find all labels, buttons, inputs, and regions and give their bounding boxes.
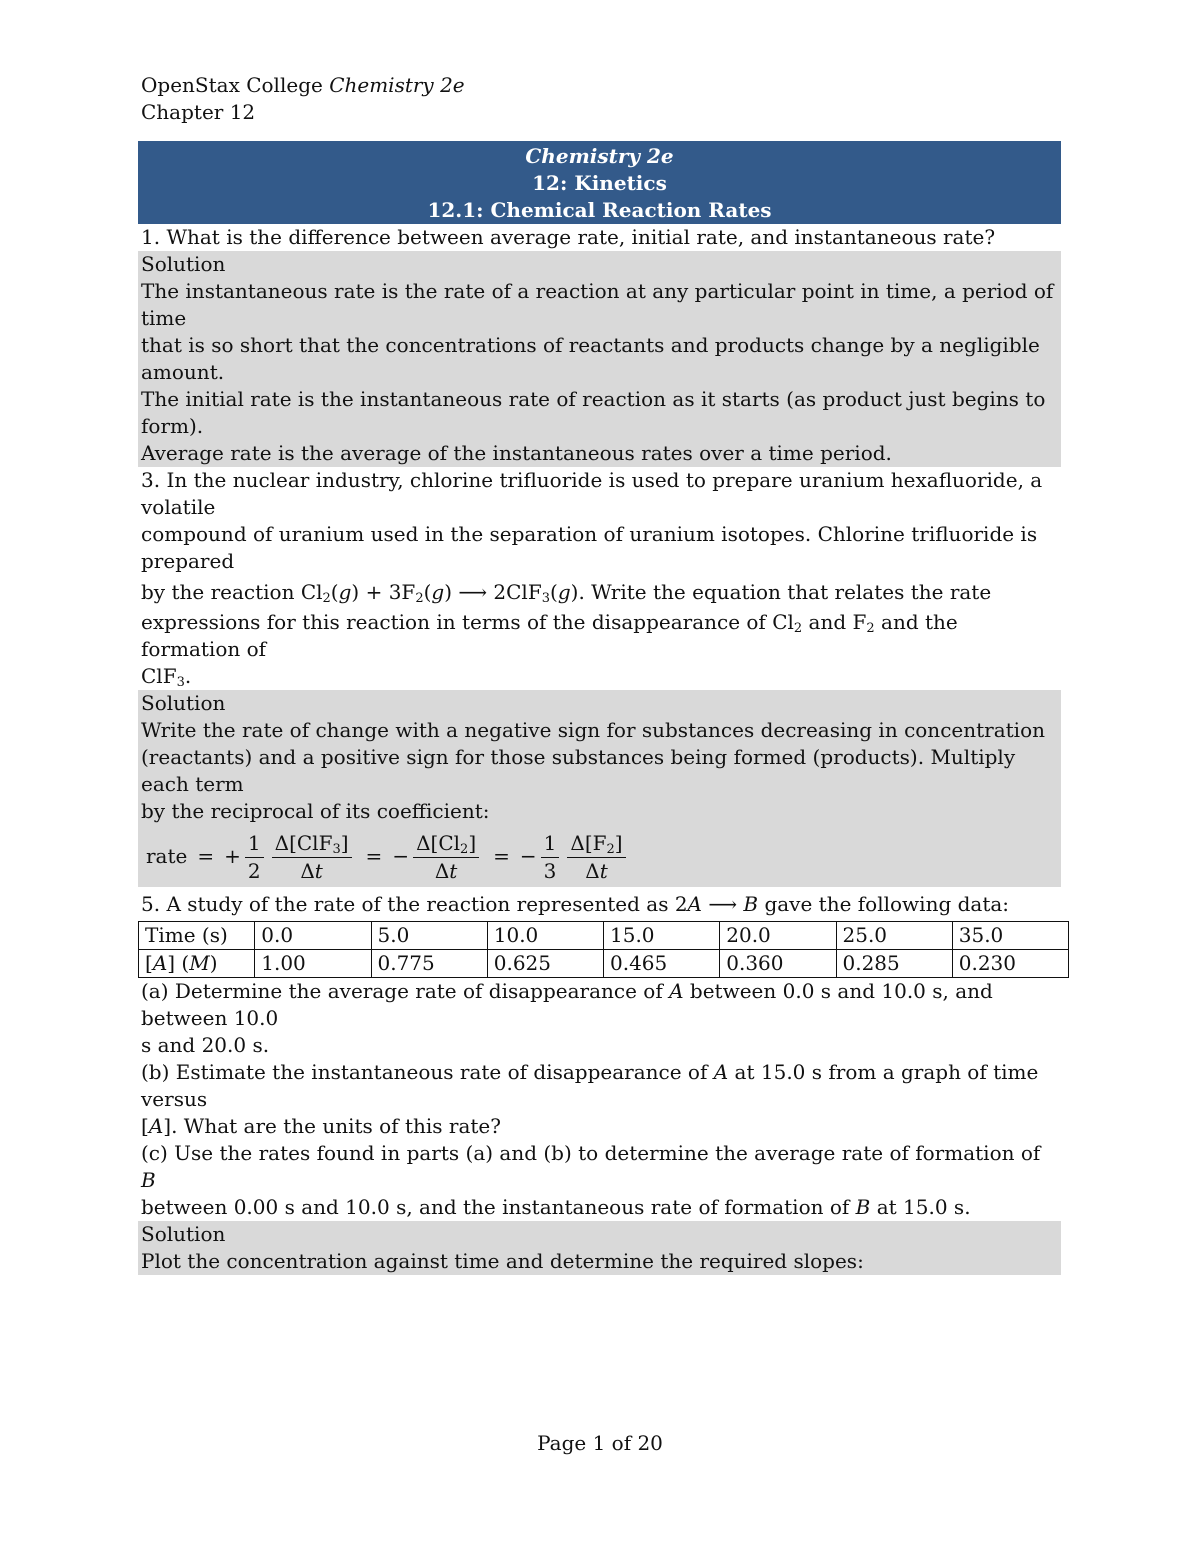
table-cell: 0.0: [255, 922, 371, 950]
solution-5: [138, 1221, 1061, 1275]
table-cell: 25.0: [836, 922, 952, 950]
document-body: [138, 141, 1061, 1275]
table-cell: 0.285: [836, 950, 952, 978]
question-5-intro: 5. A study of the rate of the reaction represented as 2A ⟶ B gave the following data:: [141, 892, 1010, 916]
header-line1: OpenStax College Chemistry 2e: [141, 73, 465, 97]
reaction-equation: $Cl_2(g) + 3F_2(g)$ ⟶ 2ClF$_3$(g): [300, 580, 579, 606]
solution-label: Solution: [141, 1222, 226, 1246]
table-header-cell: Time (s): [139, 922, 255, 950]
table-header-cell: [A] (M): [139, 950, 255, 978]
table-cell: 0.360: [720, 950, 836, 978]
table-cell: 0.625: [487, 950, 603, 978]
fraction: $\frac{\Delta[F_2]}{\Delta t}$: [567, 829, 625, 884]
solution-line: Average rate is the average of the instantaneous rates over a time period.: [141, 441, 892, 465]
fraction: $\frac{1}{2}$: [245, 829, 264, 884]
table-cell: 35.0: [952, 922, 1068, 950]
solution-line: by the reciprocal of its coefficient:: [141, 799, 490, 823]
question-line: compound of uranium used in the separation of uranium isotopes. Chlorine trifluoride is prepared: [141, 522, 1038, 573]
part-c-cont: between 0.00 s and 10.0 s, and the instantaneous rate of formation of B at 15.0 s.: [141, 1195, 971, 1219]
solution-1: [138, 251, 1061, 467]
table-cell: 20.0: [720, 922, 836, 950]
question-line: 3. In the nuclear industry, chlorine trifluoride is used to prepare uranium hexafluoride, a volatile: [141, 468, 1043, 519]
question-line: expressions for this reaction in terms of the disappearance of $Cl_2$ and $F_2$ and the formation of: [141, 610, 958, 661]
table-row: [139, 922, 1069, 950]
banner-chapter: 12: Kinetics: [532, 171, 667, 195]
reaction-equation-line: by the reaction $Cl_2(g) + 3F_2(g)$ ⟶ 2ClF$_3$(g). Write the equation that relates the rate: [141, 580, 992, 606]
page-header: [141, 72, 465, 126]
solution-line: Write the rate of change with a negative sign for substances decreasing in concentration: [141, 718, 1045, 742]
banner-section: 12.1: Chemical Reaction Rates: [427, 198, 772, 222]
table-cell: 5.0: [371, 922, 487, 950]
solution-3: [138, 690, 1061, 887]
part-a-cont: s and 20.0 s.: [141, 1033, 270, 1057]
section-banner: [138, 141, 1061, 224]
banner-title: Chemistry 2e: [525, 144, 674, 168]
header-line2: Chapter 12: [141, 100, 256, 124]
solution-line: (reactants) and a positive sign for those substances being formed (products). Multiply each term: [141, 745, 1016, 796]
solution-line: that is so short that the concentrations of reactants and products change by a negligible amount.: [141, 333, 1040, 384]
question-3: [138, 467, 1061, 690]
table-cell: 0.775: [371, 950, 487, 978]
solution-line: Plot the concentration against time and determine the required slopes:: [141, 1249, 864, 1273]
table-cell: 0.465: [604, 950, 720, 978]
table-cell: 1.00: [255, 950, 371, 978]
rate-expression: rate = + $\frac{1}{2}$ $\frac{\Delta[ClF_3]}{\Delta t}$ = − $\frac{\Delta[Cl_2]}{\Delta t}$ = − $\frac{1}{3}$ $\frac{\Delta[F_2]}{\Delta t}$: [141, 825, 1061, 887]
reaction-equation: 2A ⟶ B: [674, 892, 759, 916]
question-5-parts: [138, 978, 1061, 1221]
question-1: 1. What is the difference between average rate, initial rate, and instantaneous rate?: [141, 225, 996, 249]
part-a: (a) Determine the average rate of disappearance of A between 0.0 s and 10.0 s, and between 10.0: [141, 979, 993, 1030]
table-cell: 15.0: [604, 922, 720, 950]
solution-line: The instantaneous rate is the rate of a reaction at any particular point in time, a period of time: [141, 279, 1054, 330]
table-cell: 10.0: [487, 922, 603, 950]
fraction: $\frac{\Delta[ClF_3]}{\Delta t}$: [272, 829, 352, 884]
part-b: (b) Estimate the instantaneous rate of disappearance of A at 15.0 s from a graph of time versus: [141, 1060, 1039, 1111]
page-number: Page 1 of 20: [537, 1431, 663, 1455]
data-table: [138, 921, 1069, 978]
table-cell: 0.230: [952, 950, 1068, 978]
part-b-cont: [A]. What are the units of this rate?: [141, 1114, 501, 1138]
question-line: ClF$_3$.: [141, 664, 192, 690]
part-c: (c) Use the rates found in parts (a) and (b) to determine the average rate of formation of B: [141, 1141, 1041, 1192]
solution-line: The initial rate is the instantaneous rate of reaction as it starts (as product just begins to form).: [141, 387, 1046, 438]
fraction: $\frac{\Delta[Cl_2]}{\Delta t}$: [413, 829, 479, 884]
fraction: $\frac{1}{3}$: [541, 829, 560, 884]
table-row: [139, 950, 1069, 978]
solution-label: Solution: [141, 252, 226, 276]
solution-label: Solution: [141, 691, 226, 715]
